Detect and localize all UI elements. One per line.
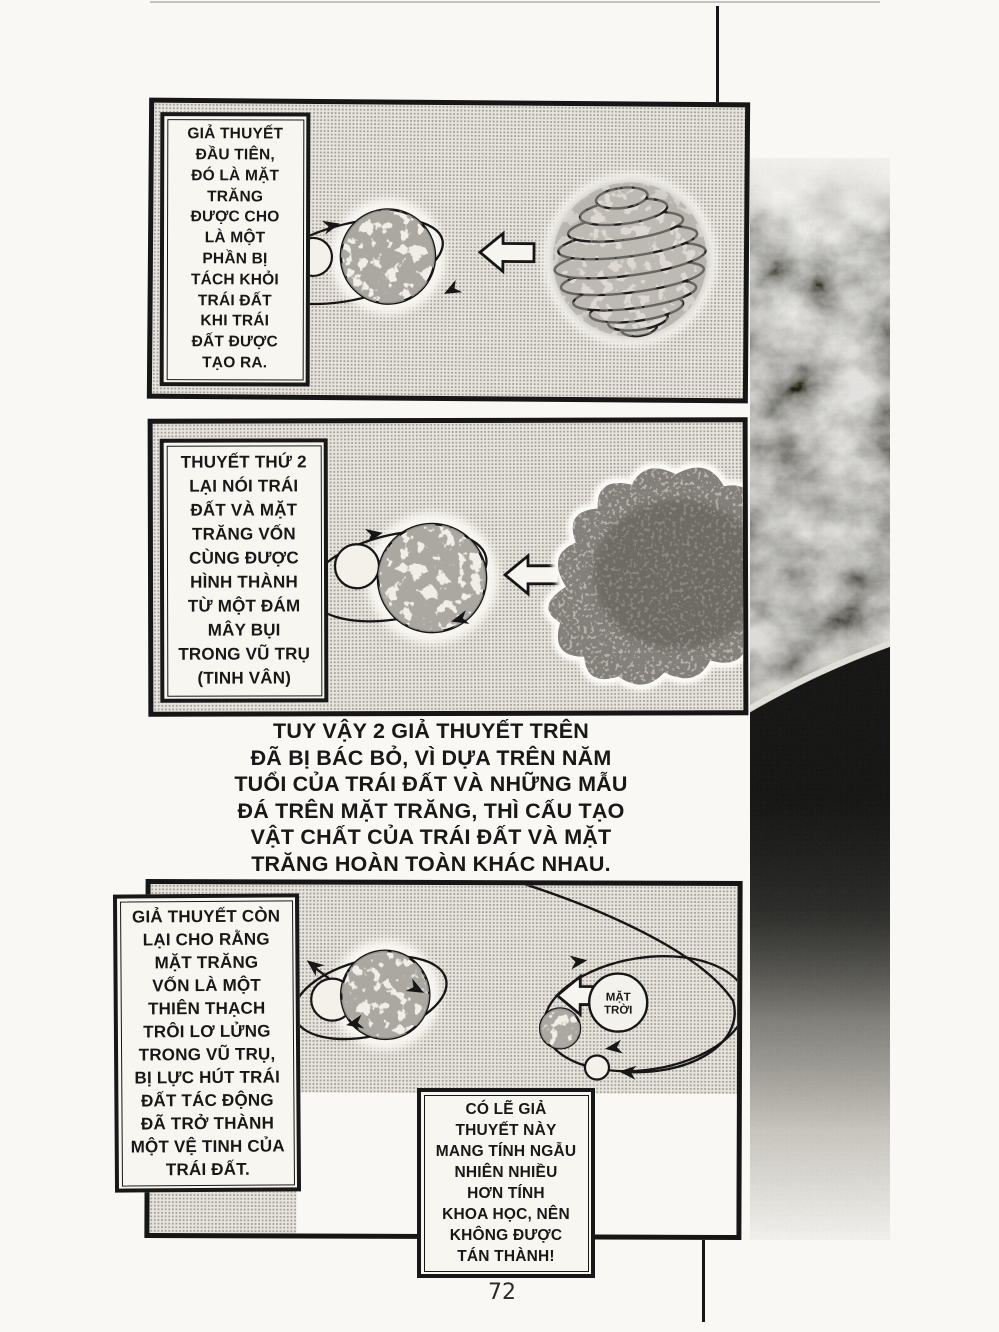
panel-3-caption [113, 893, 301, 1192]
sun-label-line1: MẶT [605, 991, 631, 1004]
panel-1-caption [160, 112, 311, 386]
orbit-arrowhead [604, 1040, 623, 1056]
panel-1 [147, 98, 750, 404]
panel-2 [148, 417, 749, 717]
earth-moon-drawing-3 [285, 939, 455, 1053]
moon-photo-art [750, 158, 890, 1240]
sun-orbit-diagram [505, 884, 738, 1085]
moon-photograph [750, 158, 890, 1240]
panel-3-note-text: CÓ LẼ GIẢ THUYẾT NÀY MANG TÍNH NGẪU NHIÊN NHIỀU HƠN TÍNH KHOA HỌC, NÊN KHÔNG ĐƯỢC TÁN THÀNH! [424, 1095, 589, 1272]
panel-3-caption-text: GIẢ THUYẾT CÒN LẠI CHO RẰNG MẶT TRĂNG VỐN LÀ MỘT THIÊN THẠCH TRÔI LƠ LỬNG TRONG VŨ TRỤ, BỊ LỰC HÚT TRÁI ĐẤT TÁC ĐỘNG ĐÃ TRỞ THÀNH MỘT VỆ TINH CỦA TRÁI ĐẤT. [120, 900, 295, 1186]
left-arrow-icon [505, 556, 559, 594]
left-arrow-icon [480, 233, 534, 271]
orbit-arrowhead [441, 280, 463, 300]
panel-2-caption-text: THUYẾT THỨ 2 LẠI NÓI TRÁI ĐẤT VÀ MẶT TRĂNG VỐN CÙNG ĐƯỢC HÌNH THÀNH TỪ MỘT ĐÁM MÂY BỤI TRONG VŨ TRỤ (TINH VÂN) [166, 445, 322, 696]
page-gutter-line-top [716, 6, 719, 102]
panel-3-note-box [417, 1088, 595, 1278]
page-gutter-line-bottom [702, 1240, 705, 1322]
moon-drawing [335, 544, 379, 588]
panel-2-caption [160, 438, 329, 702]
scan-edge-line [150, 1, 880, 3]
orbit-arrowhead [570, 953, 589, 969]
narration-text: TUY VẬY 2 GIẢ THUYẾT TRÊN ĐÃ BỊ BÁC BỎ, VÌ DỰA TRÊN NĂM TUỔI CỦA TRÁI ĐẤT VÀ NHỮNG MẪU ĐÁ TRÊN MẶT TRĂNG, THÌ CẤU TẠO VẬT CHẤT CỦA TRÁI ĐẤT VÀ MẶT TRĂNG HOÀN TOÀN KHÁC NHAU. [234, 719, 628, 876]
earth-moon-drawing-2 [301, 512, 498, 645]
panel-1-caption-text: GIẢ THUYẾT ĐẦU TIÊN, ĐÓ LÀ MẶT TRĂNG ĐƯỢC CHO LÀ MỘT PHẦN BỊ TÁCH KHỎI TRÁI ĐẤT KHI TRÁI ĐẤT ĐƯỢC TẠO RA. [166, 119, 304, 380]
nebula-drawing [533, 454, 744, 705]
moon-drawing-small [585, 1055, 609, 1079]
page-number: 72 [488, 1280, 516, 1305]
sun-label-line2: TRỜI [603, 1004, 633, 1017]
